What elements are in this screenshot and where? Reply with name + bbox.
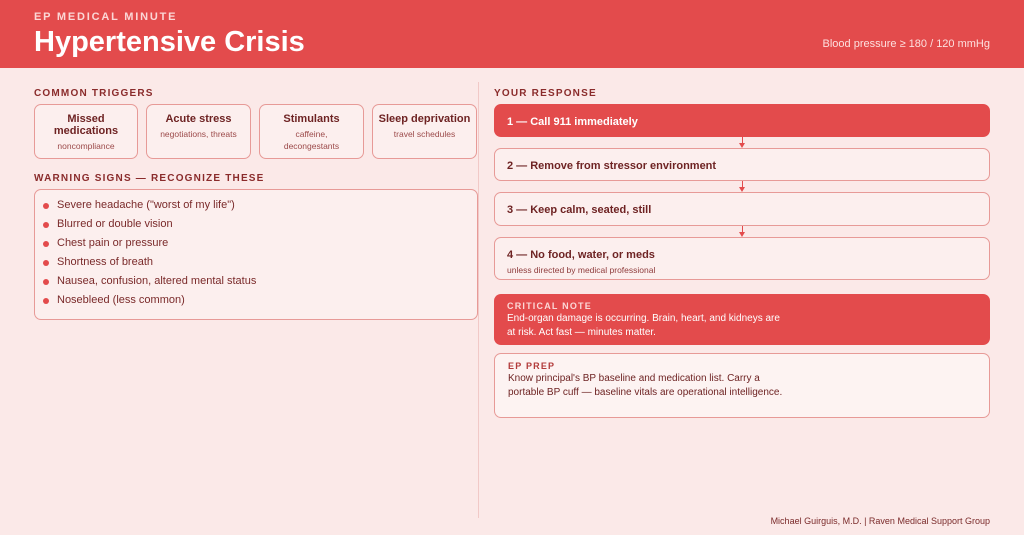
bullet-icon: [43, 241, 49, 247]
warning-heading: WARNING SIGNS — RECOGNIZE THESE: [34, 173, 265, 184]
step-title: 2 — Remove from stressor environment: [507, 160, 717, 172]
page-title: Hypertensive Crisis: [34, 26, 305, 58]
sign-text: Blurred or double vision: [57, 218, 173, 230]
sign-text: Chest pain or pressure: [57, 237, 169, 249]
critical-note: [494, 294, 990, 345]
step-call-911: [494, 104, 990, 137]
ep-prep-text: Know principal's BP baseline and medication list. Carry a portable BP cuff — baseline vitals are operational intelligence.: [508, 373, 783, 398]
list-item: [57, 199, 477, 218]
trigger-card-acute-stress: [146, 104, 251, 159]
sign-text: Nausea, confusion, altered mental status: [57, 275, 257, 287]
sign-text: Severe headache ("worst of my life"): [57, 199, 235, 211]
trigger-desc: negotiations, threats: [160, 129, 237, 139]
trigger-name: Acute stress: [165, 113, 232, 125]
header-banner: [0, 0, 1024, 68]
ep-prep-note: [494, 353, 990, 418]
trigger-name: Stimulants: [283, 113, 340, 125]
footer-credit: Michael Guirguis, M.D. | Raven Medical Support Group: [770, 516, 990, 526]
trigger-desc: noncompliance: [57, 141, 115, 151]
list-item: [57, 256, 477, 275]
step-remove-from-stressor: [494, 148, 990, 181]
arrow-down-icon: [739, 226, 746, 237]
ep-prep-label: EP PREP: [508, 361, 556, 371]
bp-threshold: Blood pressure ≥ 180 / 120 mmHg: [822, 38, 990, 50]
arrow-down-icon: [739, 137, 746, 148]
trigger-name: Sleep deprivation: [378, 113, 471, 125]
bullet-icon: [43, 222, 49, 228]
arrow-down-icon: [739, 181, 746, 192]
triggers-heading: COMMON TRIGGERS: [34, 88, 154, 99]
bullet-icon: [43, 298, 49, 304]
step-title: 3 — Keep calm, seated, still: [507, 204, 652, 216]
list-item: [57, 294, 477, 313]
bullet-icon: [43, 203, 49, 209]
bullet-icon: [43, 279, 49, 285]
list-item: [57, 218, 477, 237]
trigger-card-stimulants: [259, 104, 364, 159]
step-title: 4 — No food, water, or meds: [507, 249, 655, 261]
trigger-name: Missed medications: [53, 113, 119, 137]
column-divider: [478, 82, 479, 518]
trigger-desc: travel schedules: [393, 129, 456, 139]
bullet-icon: [43, 260, 49, 266]
warning-signs-list: [34, 189, 478, 320]
step-keep-calm: [494, 192, 990, 226]
list-item: [57, 237, 477, 256]
sign-text: Nosebleed (less common): [57, 294, 185, 306]
response-heading: YOUR RESPONSE: [494, 88, 597, 99]
step-title: 1 — Call 911 immediately: [507, 116, 638, 128]
trigger-card-sleep-deprivation: [372, 104, 477, 159]
sign-text: Shortness of breath: [57, 256, 154, 268]
critical-note-label: CRITICAL NOTE: [507, 301, 592, 311]
critical-note-text: End-organ damage is occurring. Brain, heart, and kidneys are at risk. Act fast — minutes matter.: [507, 313, 780, 338]
step-no-food-water-meds: [494, 237, 990, 280]
kicker: EP MEDICAL MINUTE: [34, 11, 178, 23]
list-item: [57, 275, 477, 294]
trigger-desc: caffeine, decongestants: [283, 129, 340, 151]
trigger-card-missed-medications: [34, 104, 138, 159]
step-subtitle: unless directed by medical professional: [507, 265, 656, 275]
